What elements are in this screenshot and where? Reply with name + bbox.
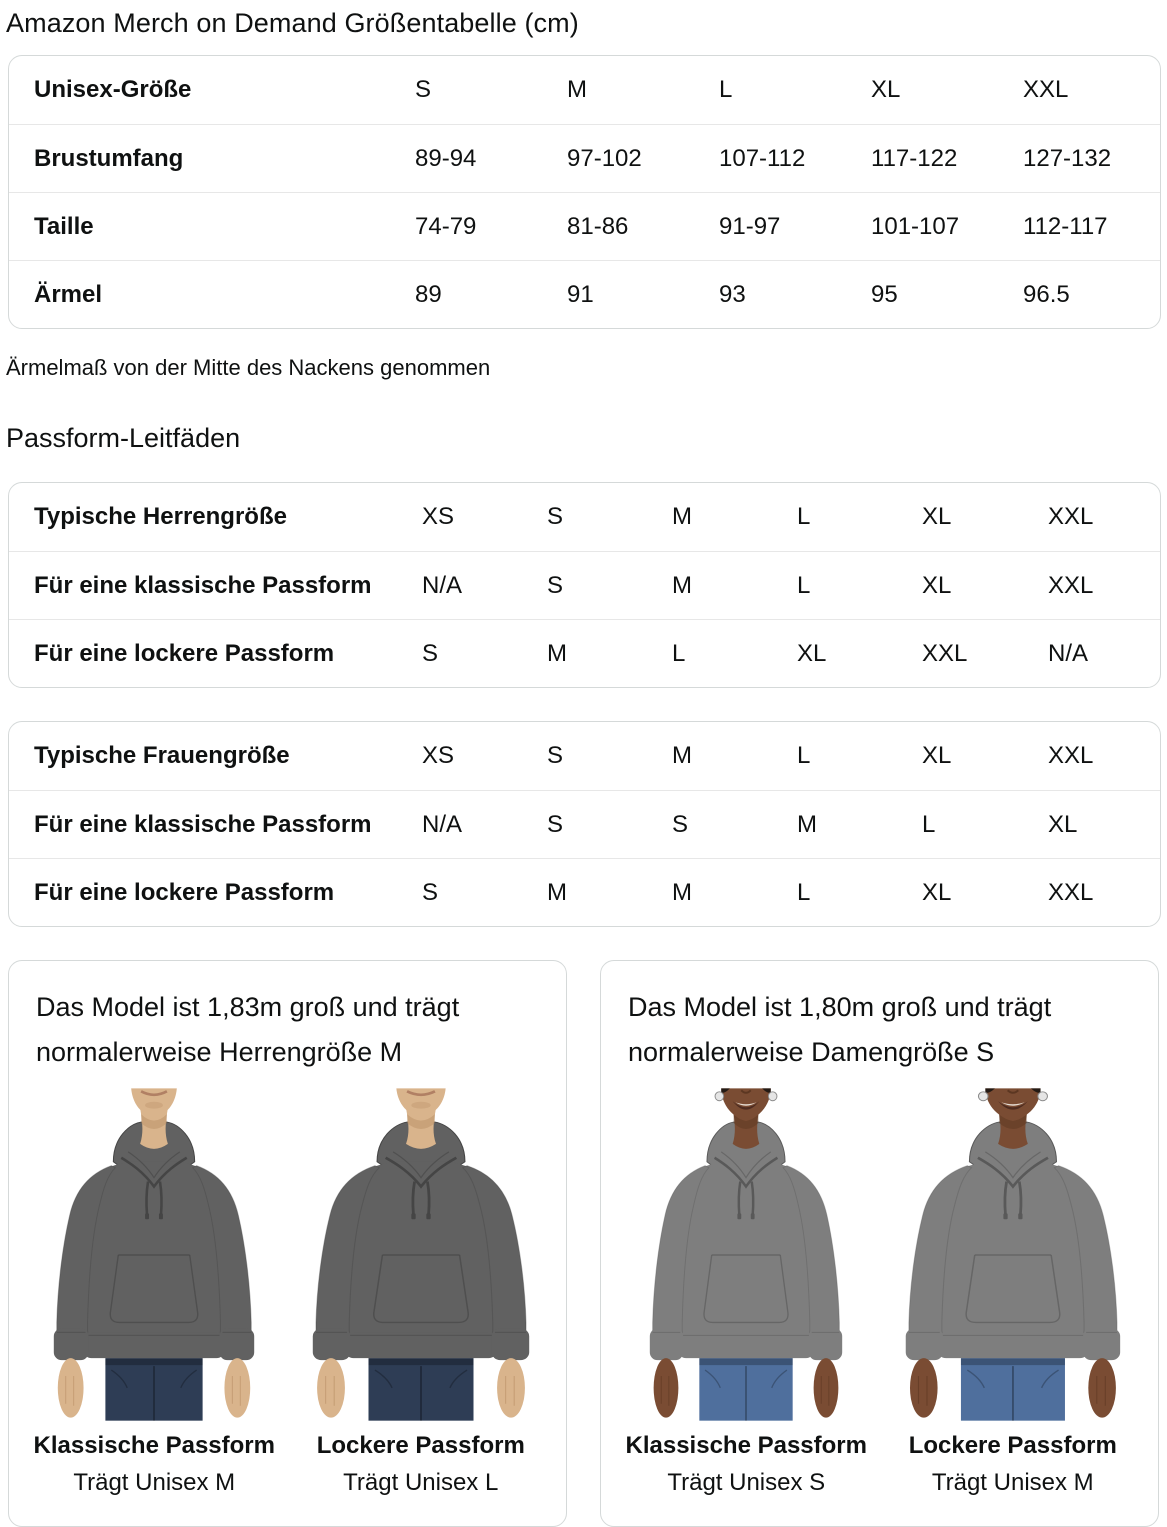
size-cell: 95 (857, 260, 1009, 328)
size-cell: M (658, 858, 783, 926)
size-cell: L (658, 619, 783, 687)
size-cell: S (658, 790, 783, 858)
size-cell: 127-132 (1009, 124, 1160, 192)
fit-label: Lockere Passform (908, 1432, 1117, 1459)
female-model-card (600, 960, 1159, 1527)
size-cell: XL (1034, 790, 1160, 858)
size-cell: 112-117 (1009, 192, 1160, 260)
size-cell: XXL (908, 619, 1034, 687)
size-cell: XXL (1048, 503, 1094, 530)
row-label: Typische Frauengröße (34, 742, 290, 769)
table-row (9, 192, 1160, 260)
size-cell: S (547, 503, 564, 530)
male-model-card (8, 960, 567, 1527)
model-photo-female-classic (613, 1087, 880, 1422)
size-cell: L (783, 551, 908, 619)
page-title: Amazon Merch on Demand Größentabelle (cm) (6, 8, 579, 38)
model-description-line2: normalerweise Damengröße S (628, 1037, 995, 1067)
row-label: Für eine klassische Passform (9, 551, 408, 619)
size-cell: S (408, 619, 533, 687)
size-cell: 91-97 (705, 192, 857, 260)
size-cell: S (547, 742, 564, 769)
size-cell: XS (422, 742, 455, 769)
classic-fit-figure (613, 1087, 880, 1497)
size-cell: XL (922, 742, 952, 769)
size-cell: 74-79 (401, 192, 553, 260)
table-row (9, 858, 1160, 926)
wearing-size-label: Trägt Unisex M (73, 1469, 236, 1496)
size-cell: N/A (408, 551, 533, 619)
size-cell: N/A (408, 790, 533, 858)
size-cell: M (672, 742, 692, 769)
mens-fit-table (8, 482, 1161, 688)
sleeve-measure-note: Ärmelmaß von der Mitte des Nackens genommen (6, 355, 491, 380)
table-row (9, 790, 1160, 858)
womens-fit-table (8, 721, 1161, 927)
row-label: Ärmel (9, 260, 401, 328)
size-cell: L (797, 742, 811, 769)
size-cell: XXL (1034, 858, 1160, 926)
model-description (36, 985, 554, 1075)
size-cell: 96.5 (1009, 260, 1160, 328)
size-cell: XL (871, 76, 901, 103)
size-cell: XL (908, 551, 1034, 619)
size-cell: XS (422, 503, 455, 530)
size-cell: 91 (553, 260, 705, 328)
fit-label: Klassische Passform (33, 1432, 275, 1459)
table-row (9, 483, 1160, 551)
fit-guides-title: Passform-Leitfäden (6, 423, 241, 453)
size-cell: 89-94 (401, 124, 553, 192)
size-cell: M (658, 551, 783, 619)
table-row (9, 619, 1160, 687)
unisex-size-table (8, 55, 1161, 329)
figure-row (613, 1087, 1146, 1497)
model-photo-male-classic (21, 1087, 288, 1422)
hoodie-model-illustration (889, 1087, 1137, 1422)
model-description-line1: Das Model ist 1,80m groß und trägt (628, 992, 1052, 1022)
size-cell: 93 (705, 260, 857, 328)
figure-row (21, 1087, 554, 1497)
size-cell: 117-122 (857, 124, 1009, 192)
model-description-line1: Das Model ist 1,83m groß und trägt (36, 992, 460, 1022)
row-label: Taille (9, 192, 401, 260)
model-photo-female-loose (880, 1087, 1147, 1422)
size-cell: N/A (1034, 619, 1160, 687)
size-cell: 81-86 (553, 192, 705, 260)
size-cell: XXL (1034, 551, 1160, 619)
table-row (9, 551, 1160, 619)
size-cell: XXL (1048, 742, 1094, 769)
model-photo-male-loose (288, 1087, 555, 1422)
size-cell: L (908, 790, 1034, 858)
row-label: Typische Herrengröße (34, 503, 287, 530)
hoodie-model-illustration (30, 1087, 278, 1422)
size-cell: S (415, 76, 432, 103)
size-cell: S (533, 790, 658, 858)
model-description (628, 985, 1146, 1075)
row-label: Für eine klassische Passform (9, 790, 408, 858)
row-label: Für eine lockere Passform (9, 619, 408, 687)
row-label: Für eine lockere Passform (9, 858, 408, 926)
size-cell: XXL (1023, 76, 1069, 103)
size-cell: S (408, 858, 533, 926)
hoodie-model-illustration (622, 1087, 870, 1422)
wearing-size-label: Trägt Unisex M (931, 1469, 1094, 1496)
wearing-size-label: Trägt Unisex S (667, 1469, 826, 1496)
model-description-line2: normalerweise Herrengröße M (36, 1037, 403, 1067)
hoodie-model-illustration (297, 1087, 545, 1422)
size-cell: M (783, 790, 908, 858)
row-label: Unisex-Größe (34, 76, 192, 103)
table-row (9, 56, 1160, 124)
size-cell: S (533, 551, 658, 619)
classic-fit-figure (21, 1087, 288, 1497)
row-label: Brustumfang (9, 124, 401, 192)
fit-label: Klassische Passform (625, 1432, 867, 1459)
size-cell: XL (922, 503, 952, 530)
table-row (9, 124, 1160, 192)
size-cell: M (533, 858, 658, 926)
size-cell: 89 (401, 260, 553, 328)
table-row (9, 722, 1160, 790)
wearing-size-label: Trägt Unisex L (343, 1469, 499, 1496)
size-cell: XL (783, 619, 908, 687)
size-cell: 107-112 (705, 124, 857, 192)
size-cell: M (672, 503, 692, 530)
size-cell: L (783, 858, 908, 926)
table-row (9, 260, 1160, 328)
loose-fit-figure (288, 1087, 555, 1497)
size-cell: L (797, 503, 811, 530)
fit-label: Lockere Passform (316, 1432, 525, 1459)
size-cell: M (567, 76, 587, 103)
size-cell: XL (908, 858, 1034, 926)
size-cell: 97-102 (553, 124, 705, 192)
size-cell: M (533, 619, 658, 687)
model-cards (8, 960, 1159, 1527)
size-cell: 101-107 (857, 192, 1009, 260)
loose-fit-figure (880, 1087, 1147, 1497)
size-cell: L (719, 76, 733, 103)
